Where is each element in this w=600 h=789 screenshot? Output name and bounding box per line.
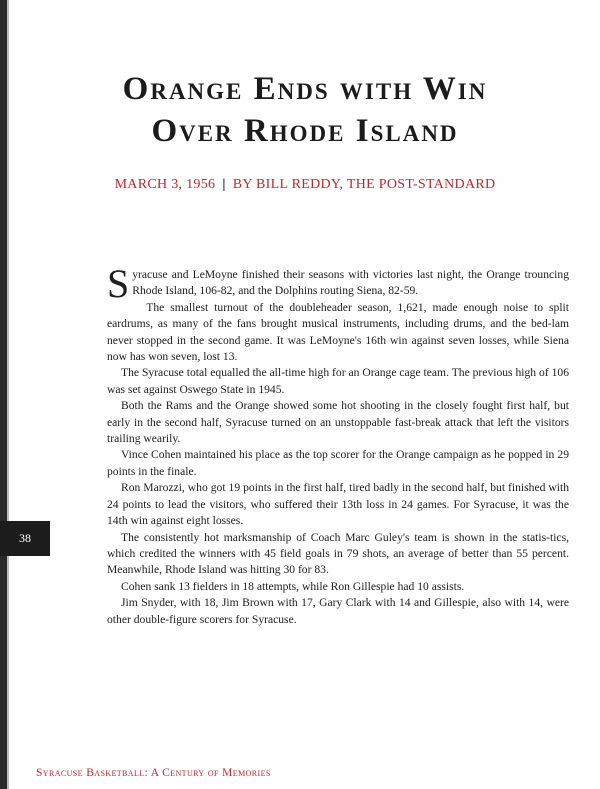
article-paragraph: Ron Marozzi, who got 19 points in the first half, tired badly in the second half, but finished with 24 points to lead the visitors, who suffered their 13th loss in 24 games. For Syracuse, it was the 14th win against eight losses. bbox=[107, 481, 569, 528]
page-number-tab bbox=[0, 521, 50, 556]
article-paragraph: Cohen sank 13 fielders in 18 attempts, while Ron Gillespie had 10 assists. bbox=[121, 579, 465, 593]
article-paragraph: The consistently hot marksmanship of Coach Marc Guley's team is shown in the statis-tics, which credited the winners with 45 field goals in 79 shots, an average of better than 55 percent. Meanwhile, Rhode Island was hitting 30 for 83. bbox=[107, 530, 569, 577]
byline bbox=[40, 177, 570, 193]
article-headline bbox=[40, 68, 570, 152]
byline-author: BY BILL REDDY, THE POST-STANDARD bbox=[232, 177, 496, 192]
article-paragraph bbox=[107, 261, 569, 306]
scan-edge-highlight bbox=[7, 0, 9, 789]
article-paragraph: Jim Snyder, with 18, Jim Brown with 17, Gary Clark with 14 and Gillespie, also with 14, were other double-figure scorers for Syracuse. bbox=[107, 596, 569, 626]
headline-line-2: Over Rhode Island bbox=[151, 113, 459, 150]
article-paragraph: Both the Rams and the Orange showed some hot shooting in the closely fought first half, but early in the second half, Syracuse turned on an unstoppable fast-break attack that left the visitors trailing wearily. bbox=[107, 399, 569, 446]
article-body bbox=[107, 261, 569, 628]
article-paragraph: Vince Cohen maintained his place as the top scorer for the Orange campaign as he popped in 29 points in the finale. bbox=[107, 448, 569, 478]
running-footer: Syracuse Basketball: A Century of Memories bbox=[36, 767, 271, 779]
byline-date: MARCH 3, 1956 bbox=[114, 177, 216, 192]
byline-separator: | bbox=[222, 177, 226, 192]
drop-cap: S bbox=[107, 261, 130, 306]
article-paragraph: The Syracuse total equalled the all-time high for an Orange cage team. The previous high of 106 was set against Oswego State in 1945. bbox=[107, 366, 569, 396]
headline-line-1: Orange Ends with Win bbox=[122, 71, 488, 108]
first-paragraph-text: yracuse and LeMoyne finished their seasons with victories last night, the Orange trouncing Rhode Island, 106-82, and the Dolphins routing Siena, 82-59. bbox=[132, 268, 569, 298]
scan-edge bbox=[0, 0, 7, 789]
article-paragraph: The smallest turnout of the doubleheader season, 1,621, made enough noise to split eardrums, as many of the fans brought musical instruments, including drums, and the bed-lam never stopped in the second game. It was LeMoyne's 16th win against seven losses, while Siena now has won seven, lost 13. bbox=[107, 300, 569, 364]
page-number: 38 bbox=[19, 531, 31, 545]
